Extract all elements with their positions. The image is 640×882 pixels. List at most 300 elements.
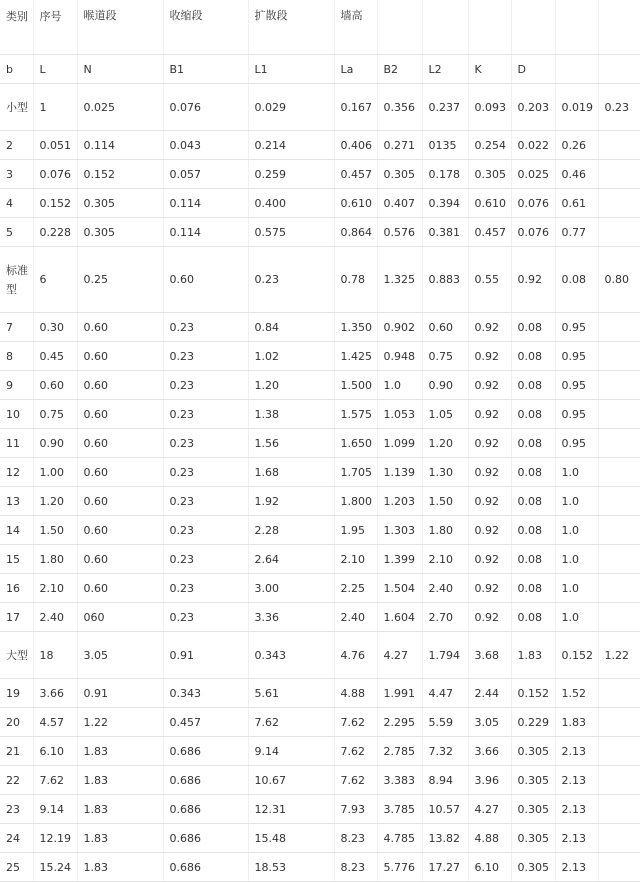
table-cell: 1.83: [555, 708, 598, 737]
table-cell: 0.019: [555, 84, 598, 131]
table-cell: 0.23: [163, 313, 248, 342]
table-cell: 0.883: [422, 247, 468, 313]
table-cell: 2.10: [334, 545, 377, 574]
table-cell: 0.92: [468, 516, 511, 545]
table-row: [0, 400, 640, 429]
table-cell: 0.025: [77, 84, 163, 131]
table-cell: K: [468, 55, 511, 84]
table-cell: 1.52: [555, 679, 598, 708]
table-cell: 0.271: [377, 131, 422, 160]
table-cell: 0.305: [77, 189, 163, 218]
table-cell: 0.076: [163, 84, 248, 131]
table-cell: 0.686: [163, 795, 248, 824]
symbol-row: [0, 55, 640, 84]
table-cell: 2.70: [422, 603, 468, 632]
table-cell: 序号: [33, 0, 77, 55]
table-cell: [598, 708, 640, 737]
table-cell: 0.686: [163, 853, 248, 882]
table-cell: 7: [0, 313, 33, 342]
table-cell: 0.043: [163, 131, 248, 160]
table-cell: 0.23: [163, 458, 248, 487]
table-cell: 7.62: [334, 737, 377, 766]
table-cell: 2.64: [248, 545, 334, 574]
table-cell: 0135: [422, 131, 468, 160]
table-row: [0, 603, 640, 632]
table-row: [0, 131, 640, 160]
table-cell: 5: [0, 218, 33, 247]
table-cell: [598, 189, 640, 218]
table-cell: 0.23: [163, 545, 248, 574]
table-cell: 0.152: [33, 189, 77, 218]
table-cell: [598, 737, 640, 766]
table-row: [0, 218, 640, 247]
table-cell: 0.051: [33, 131, 77, 160]
table-cell: B1: [163, 55, 248, 84]
table-cell: 0.60: [77, 516, 163, 545]
table-cell: 0.114: [163, 218, 248, 247]
table-cell: 2.295: [377, 708, 422, 737]
table-cell: 0.08: [511, 603, 555, 632]
table-row: [0, 679, 640, 708]
table-cell: La: [334, 55, 377, 84]
table-cell: 1.203: [377, 487, 422, 516]
table-cell: 8.23: [334, 824, 377, 853]
table-row: [0, 313, 640, 342]
table-cell: 7.62: [334, 766, 377, 795]
table-cell: 1.05: [422, 400, 468, 429]
table-cell: 2.40: [33, 603, 77, 632]
table-cell: 16: [0, 574, 33, 603]
table-cell: D: [511, 55, 555, 84]
group-label-cell: 大型: [0, 632, 33, 679]
table-cell: 0.228: [33, 218, 77, 247]
table-cell: 2.13: [555, 737, 598, 766]
table-row: [0, 545, 640, 574]
table-cell: 1.575: [334, 400, 377, 429]
table-cell: 0.203: [511, 84, 555, 131]
table-cell: 0.92: [468, 429, 511, 458]
table-cell: 0.95: [555, 371, 598, 400]
table-cell: 0.95: [555, 313, 598, 342]
table-row: [0, 160, 640, 189]
table-cell: 0.23: [163, 400, 248, 429]
table-cell: 9.14: [33, 795, 77, 824]
table-cell: 0.057: [163, 160, 248, 189]
table-cell: 0.60: [77, 342, 163, 371]
table-cell: 0.92: [468, 458, 511, 487]
table-cell: 0.686: [163, 766, 248, 795]
table-cell: [555, 0, 598, 55]
table-cell: 0.259: [248, 160, 334, 189]
table-cell: 0.457: [163, 708, 248, 737]
table-cell: 0.343: [248, 632, 334, 679]
table-cell: 0.60: [77, 545, 163, 574]
table-cell: 4.27: [377, 632, 422, 679]
table-cell: 0.08: [511, 487, 555, 516]
table-cell: 0.23: [163, 487, 248, 516]
table-cell: 8.23: [334, 853, 377, 882]
table-cell: 2: [0, 131, 33, 160]
table-cell: [598, 342, 640, 371]
table-cell: [598, 603, 640, 632]
table-row: [0, 795, 640, 824]
table-cell: 1.20: [33, 487, 77, 516]
table-cell: 1.80: [33, 545, 77, 574]
table-cell: 1.83: [77, 795, 163, 824]
table-cell: 0.60: [163, 247, 248, 313]
table-cell: 0.093: [468, 84, 511, 131]
table-cell: 0.237: [422, 84, 468, 131]
table-cell: 1.56: [248, 429, 334, 458]
table-cell: 1.794: [422, 632, 468, 679]
table-cell: 0.08: [511, 458, 555, 487]
table-cell: 0.25: [77, 247, 163, 313]
table-cell: 0.114: [163, 189, 248, 218]
table-cell: [598, 371, 640, 400]
table-row: [0, 766, 640, 795]
table-cell: 1.0: [555, 516, 598, 545]
table-cell: [422, 0, 468, 55]
table-cell: 1.20: [248, 371, 334, 400]
table-cell: L: [33, 55, 77, 84]
table-cell: 0.84: [248, 313, 334, 342]
table-cell: 1.139: [377, 458, 422, 487]
table-cell: 3.36: [248, 603, 334, 632]
table-cell: 0.381: [422, 218, 468, 247]
table-cell: 7.93: [334, 795, 377, 824]
table-cell: [598, 516, 640, 545]
table-cell: 0.08: [511, 545, 555, 574]
table-cell: 2.13: [555, 853, 598, 882]
table-cell: 12.19: [33, 824, 77, 853]
table-cell: 0.076: [511, 218, 555, 247]
table-cell: 0.61: [555, 189, 598, 218]
table-cell: 扩散段: [248, 0, 334, 55]
table-cell: 0.91: [163, 632, 248, 679]
table-cell: 4.76: [334, 632, 377, 679]
table-cell: 0.305: [468, 160, 511, 189]
table-cell: 0.076: [33, 160, 77, 189]
table-cell: 2.10: [33, 574, 77, 603]
table-cell: 0.23: [598, 84, 640, 131]
table-cell: 1.02: [248, 342, 334, 371]
table-cell: 10.57: [422, 795, 468, 824]
table-cell: 1.500: [334, 371, 377, 400]
table-cell: 0.91: [77, 679, 163, 708]
table-cell: [598, 160, 640, 189]
table-cell: 0.178: [422, 160, 468, 189]
table-cell: 1.053: [377, 400, 422, 429]
table-cell: 0.95: [555, 400, 598, 429]
table-cell: 0.92: [468, 487, 511, 516]
table-cell: 9.14: [248, 737, 334, 766]
table-cell: 13.82: [422, 824, 468, 853]
table-cell: 1.95: [334, 516, 377, 545]
table-cell: 0.610: [468, 189, 511, 218]
table-cell: 0.305: [511, 853, 555, 882]
table-row: [0, 458, 640, 487]
table-cell: 1.38: [248, 400, 334, 429]
table-cell: 0.92: [511, 247, 555, 313]
table-cell: 0.576: [377, 218, 422, 247]
table-cell: 6.10: [468, 853, 511, 882]
table-cell: 1.50: [33, 516, 77, 545]
table-cell: 5.776: [377, 853, 422, 882]
table-cell: 0.92: [468, 603, 511, 632]
table-cell: 1: [33, 84, 77, 131]
table-cell: 0.305: [77, 218, 163, 247]
table-cell: 0.60: [77, 574, 163, 603]
table-cell: 0.08: [511, 371, 555, 400]
table-cell: 0.305: [377, 160, 422, 189]
table-cell: 0.77: [555, 218, 598, 247]
table-cell: 3.66: [468, 737, 511, 766]
table-cell: 4.785: [377, 824, 422, 853]
table-cell: 3: [0, 160, 33, 189]
table-cell: 0.60: [77, 458, 163, 487]
table-cell: 0.029: [248, 84, 334, 131]
table-cell: [598, 55, 640, 84]
table-cell: 4: [0, 189, 33, 218]
table-cell: 1.399: [377, 545, 422, 574]
table-cell: 7.62: [248, 708, 334, 737]
table-cell: 0.305: [511, 824, 555, 853]
table-cell: 1.22: [77, 708, 163, 737]
table-cell: 21: [0, 737, 33, 766]
table-cell: 0.46: [555, 160, 598, 189]
table-cell: 0.95: [555, 342, 598, 371]
table-row: [0, 708, 640, 737]
table-cell: 5.59: [422, 708, 468, 737]
table-cell: 0.08: [511, 313, 555, 342]
table-cell: 24: [0, 824, 33, 853]
table-cell: 0.45: [33, 342, 77, 371]
table-cell: 7.62: [334, 708, 377, 737]
table-cell: [511, 0, 555, 55]
table-cell: [598, 824, 640, 853]
table-cell: 类别: [0, 0, 33, 55]
table-cell: B2: [377, 55, 422, 84]
table-cell: 0.60: [77, 313, 163, 342]
table-cell: 7.62: [33, 766, 77, 795]
table-cell: 2.785: [377, 737, 422, 766]
table-cell: 1.22: [598, 632, 640, 679]
table-cell: 15: [0, 545, 33, 574]
table-cell: 1.425: [334, 342, 377, 371]
table-cell: 0.902: [377, 313, 422, 342]
table-cell: 0.400: [248, 189, 334, 218]
table-cell: 0.407: [377, 189, 422, 218]
table-cell: 1.099: [377, 429, 422, 458]
table-cell: 15.24: [33, 853, 77, 882]
table-cell: 1.83: [77, 737, 163, 766]
table-cell: 3.383: [377, 766, 422, 795]
table-cell: [377, 0, 422, 55]
table-cell: 1.303: [377, 516, 422, 545]
table-cell: 0.025: [511, 160, 555, 189]
table-cell: 23: [0, 795, 33, 824]
table-cell: [598, 545, 640, 574]
table-cell: 墙高: [334, 0, 377, 55]
table-cell: 10.67: [248, 766, 334, 795]
table-cell: 4.27: [468, 795, 511, 824]
table-cell: 0.92: [468, 371, 511, 400]
header-row: [0, 0, 640, 55]
table-cell: 0.305: [511, 766, 555, 795]
table-cell: 8: [0, 342, 33, 371]
table-cell: 0.229: [511, 708, 555, 737]
table-cell: 1.0: [555, 545, 598, 574]
table-cell: 18.53: [248, 853, 334, 882]
table-cell: 0.167: [334, 84, 377, 131]
table-cell: b: [0, 55, 33, 84]
table-cell: 0.394: [422, 189, 468, 218]
table-cell: 1.0: [555, 574, 598, 603]
table-cell: 0.75: [422, 342, 468, 371]
table-row: [0, 247, 640, 313]
table-cell: 0.457: [334, 160, 377, 189]
table-cell: 3.05: [77, 632, 163, 679]
table-cell: 喉道段: [77, 0, 163, 55]
table-cell: 1.83: [511, 632, 555, 679]
table-cell: [598, 574, 640, 603]
table-cell: 0.90: [33, 429, 77, 458]
table-cell: 13: [0, 487, 33, 516]
table-row: [0, 853, 640, 882]
table-cell: [555, 55, 598, 84]
table-cell: 4.47: [422, 679, 468, 708]
table-cell: 0.23: [248, 247, 334, 313]
table-cell: 3.05: [468, 708, 511, 737]
table-cell: 1.325: [377, 247, 422, 313]
table-cell: 2.44: [468, 679, 511, 708]
table-row: [0, 84, 640, 131]
table-cell: 0.152: [77, 160, 163, 189]
table-cell: 1.705: [334, 458, 377, 487]
table-cell: 0.26: [555, 131, 598, 160]
table-cell: [598, 679, 640, 708]
table-row: [0, 824, 640, 853]
table-row: [0, 632, 640, 679]
table-cell: 0.610: [334, 189, 377, 218]
table-cell: 1.83: [77, 824, 163, 853]
table-cell: 3.00: [248, 574, 334, 603]
table-cell: [598, 853, 640, 882]
table-cell: 0.686: [163, 824, 248, 853]
table-cell: 4.88: [468, 824, 511, 853]
table-cell: 1.504: [377, 574, 422, 603]
table-cell: 0.90: [422, 371, 468, 400]
table-cell: [598, 795, 640, 824]
table-cell: 0.08: [511, 400, 555, 429]
table-cell: [468, 0, 511, 55]
table-cell: 0.152: [511, 679, 555, 708]
table-cell: 1.83: [77, 766, 163, 795]
table-cell: [598, 429, 640, 458]
table-cell: 1.50: [422, 487, 468, 516]
table-cell: 0.60: [33, 371, 77, 400]
table-cell: 3.96: [468, 766, 511, 795]
table-cell: 20: [0, 708, 33, 737]
table-cell: 0.457: [468, 218, 511, 247]
table-cell: 收缩段: [163, 0, 248, 55]
table-cell: 0.60: [77, 400, 163, 429]
table-cell: [598, 487, 640, 516]
table-cell: 0.08: [511, 516, 555, 545]
table-cell: 2.28: [248, 516, 334, 545]
table-cell: 2.13: [555, 795, 598, 824]
table-cell: 12.31: [248, 795, 334, 824]
table-cell: [598, 313, 640, 342]
table-cell: 0.23: [163, 429, 248, 458]
table-cell: 0.406: [334, 131, 377, 160]
table-cell: 7.32: [422, 737, 468, 766]
table-cell: 19: [0, 679, 33, 708]
table-cell: 0.60: [77, 487, 163, 516]
table-cell: 0.23: [163, 603, 248, 632]
table-cell: 0.60: [77, 429, 163, 458]
table-cell: [598, 458, 640, 487]
table-cell: 0.23: [163, 371, 248, 400]
table-cell: 0.30: [33, 313, 77, 342]
table-cell: 4.57: [33, 708, 77, 737]
table-row: [0, 516, 640, 545]
table-cell: 10: [0, 400, 33, 429]
table-cell: 1.30: [422, 458, 468, 487]
table-cell: 15.48: [248, 824, 334, 853]
table-cell: 0.75: [33, 400, 77, 429]
table-cell: 0.686: [163, 737, 248, 766]
table-cell: 0.864: [334, 218, 377, 247]
table-cell: 0.343: [163, 679, 248, 708]
table-cell: 0.60: [422, 313, 468, 342]
table-cell: 2.13: [555, 766, 598, 795]
table-cell: [598, 0, 640, 55]
table-cell: 3.785: [377, 795, 422, 824]
table-cell: 060: [77, 603, 163, 632]
group-label-cell: 小型: [0, 84, 33, 131]
table-cell: 1.0: [555, 458, 598, 487]
table-cell: 0.08: [511, 342, 555, 371]
table-cell: 0.78: [334, 247, 377, 313]
table-cell: 1.80: [422, 516, 468, 545]
table-cell: 3.66: [33, 679, 77, 708]
table-row: [0, 189, 640, 218]
table-row: [0, 342, 640, 371]
table-cell: 18: [33, 632, 77, 679]
table-cell: 3.68: [468, 632, 511, 679]
table-cell: 0.92: [468, 400, 511, 429]
table-cell: 2.25: [334, 574, 377, 603]
table-cell: 2.40: [334, 603, 377, 632]
table-cell: 0.356: [377, 84, 422, 131]
table-cell: 0.076: [511, 189, 555, 218]
table-cell: 1.0: [377, 371, 422, 400]
table-cell: 5.61: [248, 679, 334, 708]
table-cell: 17.27: [422, 853, 468, 882]
table-cell: 8.94: [422, 766, 468, 795]
table-cell: [598, 400, 640, 429]
table-cell: 0.08: [555, 247, 598, 313]
table-cell: 0.08: [511, 429, 555, 458]
table-cell: 17: [0, 603, 33, 632]
table-cell: 0.214: [248, 131, 334, 160]
table-cell: 1.68: [248, 458, 334, 487]
table-row: [0, 429, 640, 458]
table-cell: 25: [0, 853, 33, 882]
table-cell: 2.40: [422, 574, 468, 603]
table-cell: 0.08: [511, 574, 555, 603]
